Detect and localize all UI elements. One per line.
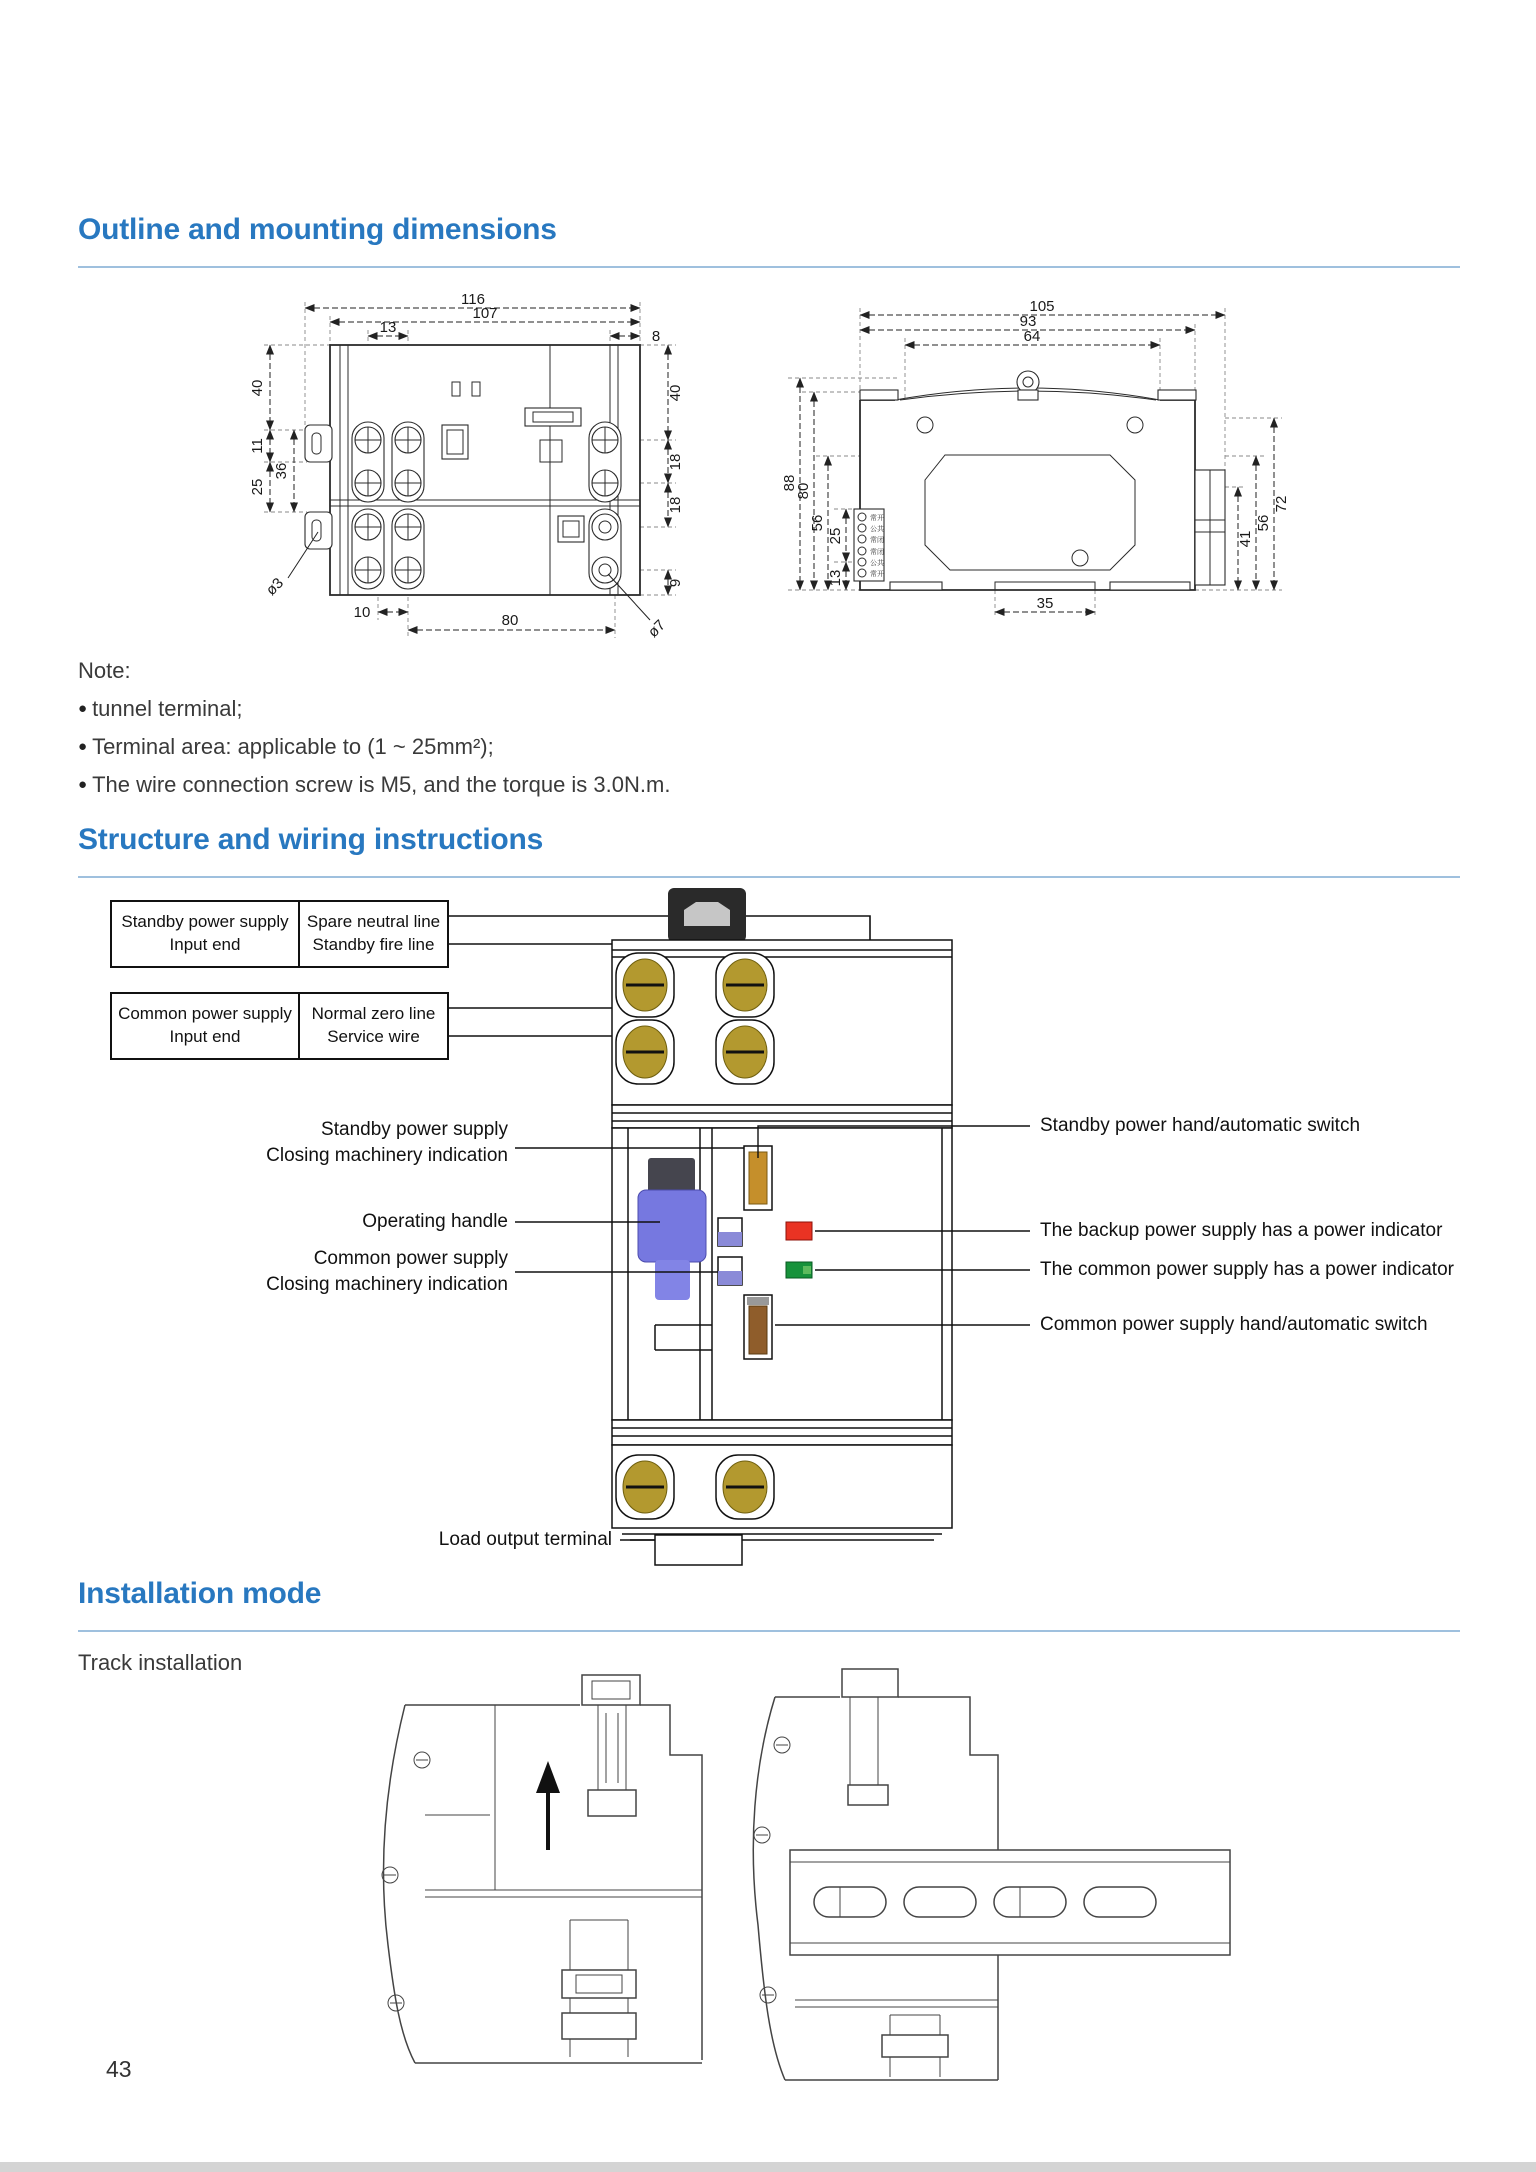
common-input-cell: Common power supply Input end (112, 994, 300, 1058)
load-output-tab (655, 1535, 742, 1565)
green-indicator (786, 1262, 812, 1278)
dim-35: 35 (1036, 595, 1054, 612)
terminal-label-1: 常开 (870, 515, 884, 522)
common-hand-auto-switch (744, 1295, 772, 1359)
side-body (854, 371, 1225, 590)
dim-40-left: 40 (249, 379, 266, 397)
dim-18b: 18 (667, 496, 684, 514)
dim-40-right: 40 (667, 384, 684, 402)
terminal-label-6: 常开 (870, 571, 884, 578)
dim-56-left: 56 (809, 514, 826, 532)
structure-section-rule (78, 876, 1460, 878)
note-item-1: ● tunnel terminal; (78, 696, 243, 721)
standby-input-box (110, 900, 449, 968)
dim-64: 64 (1023, 328, 1041, 345)
dim-13-side: 13 (827, 569, 844, 587)
din-rail (790, 1850, 1230, 1955)
front-view-drawing (190, 290, 730, 690)
label-standby-closing: Standby power supply Closing machinery indication (266, 1119, 508, 1166)
outline-section-rule (78, 266, 1460, 268)
label-common-closing: Common power supply Closing machinery indication (266, 1248, 508, 1295)
dim-36: 36 (273, 462, 290, 480)
terminal-label-4: 常闭 (870, 549, 884, 556)
signal-terminal-block (854, 509, 884, 581)
dim-116: 116 (461, 291, 485, 308)
dim-93: 93 (1019, 313, 1037, 330)
common-input-box (110, 992, 449, 1060)
install-device-right (753, 1669, 1230, 2080)
side-view-drawing (770, 290, 1310, 690)
dim-80-side: 80 (795, 482, 812, 500)
dim-13: 13 (379, 319, 397, 336)
dim-10: 10 (353, 604, 371, 621)
dim-72: 72 (1273, 495, 1290, 513)
bullet-icon: ● (78, 700, 88, 717)
label-backup-indicator: The backup power supply has a power indicator (1040, 1220, 1443, 1241)
screw-heads-right (754, 1737, 790, 2003)
up-arrow-icon (536, 1761, 560, 1850)
note-label: Note: (78, 658, 131, 683)
dim-25-left: 25 (249, 478, 266, 496)
bullet-icon: ● (78, 776, 88, 793)
installation-section-rule (78, 1630, 1460, 1632)
dim-56-right: 56 (1255, 514, 1272, 532)
label-common-indicator: The common power supply has a power indicator (1040, 1259, 1454, 1280)
track-installation-subtitle: Track installation (78, 1650, 243, 1675)
mounting-clip-upper (305, 425, 332, 462)
installation-drawings (330, 1665, 1240, 2095)
lifting-ring (1017, 371, 1039, 400)
note-item-3: ● The wire connection screw is M5, and the torque is 3.0N.m. (78, 772, 671, 797)
label-operating-handle: Operating handle (362, 1211, 508, 1232)
outline-section-title: Outline and mounting dimensions (78, 213, 557, 246)
installation-section-title: Installation mode (78, 1577, 322, 1610)
dim-9: 9 (667, 578, 684, 588)
dim-8: 8 (651, 328, 661, 345)
dim-107: 107 (472, 305, 498, 322)
terminal-label-2: 公共 (870, 526, 884, 533)
dim-105: 105 (1029, 298, 1055, 315)
standby-lines-cell: Spare neutral line Standby fire line (306, 912, 441, 954)
bullet-icon: ● (78, 738, 88, 755)
dim-hole-7: ø7 (644, 616, 670, 642)
terminal-label-5: 公共 (870, 560, 884, 567)
terminal-label-3: 常闭 (870, 537, 884, 544)
red-indicator (786, 1222, 812, 1240)
dim-18a: 18 (667, 453, 684, 471)
label-standby-switch: Standby power hand/automatic switch (1040, 1115, 1361, 1136)
common-lines-cell: Normal zero line Service wire (311, 1004, 436, 1046)
dim-88: 88 (781, 474, 798, 492)
dim-hole-3: ø3 (262, 574, 288, 600)
page-footer-bar (0, 2162, 1536, 2172)
note-item-2: ● Terminal area: applicable to (1 ~ 25mm²); (78, 734, 494, 759)
mounting-clip-lower (305, 512, 332, 549)
dim-41: 41 (1237, 530, 1254, 548)
label-load-output: Load output terminal (438, 1529, 612, 1550)
label-common-switch: Common power supply hand/automatic switch (1040, 1314, 1428, 1335)
front-body (305, 345, 640, 595)
standby-input-cell: Standby power supply Input end (112, 902, 300, 966)
install-device-left (382, 1675, 702, 2063)
din-latch (842, 1669, 898, 1805)
device-illustration (612, 888, 952, 1565)
page-number: 43 (106, 2056, 132, 2082)
dim-25-side: 25 (827, 527, 844, 545)
dim-80: 80 (501, 612, 519, 629)
structure-section-title: Structure and wiring instructions (78, 823, 544, 856)
dim-11: 11 (249, 438, 266, 454)
